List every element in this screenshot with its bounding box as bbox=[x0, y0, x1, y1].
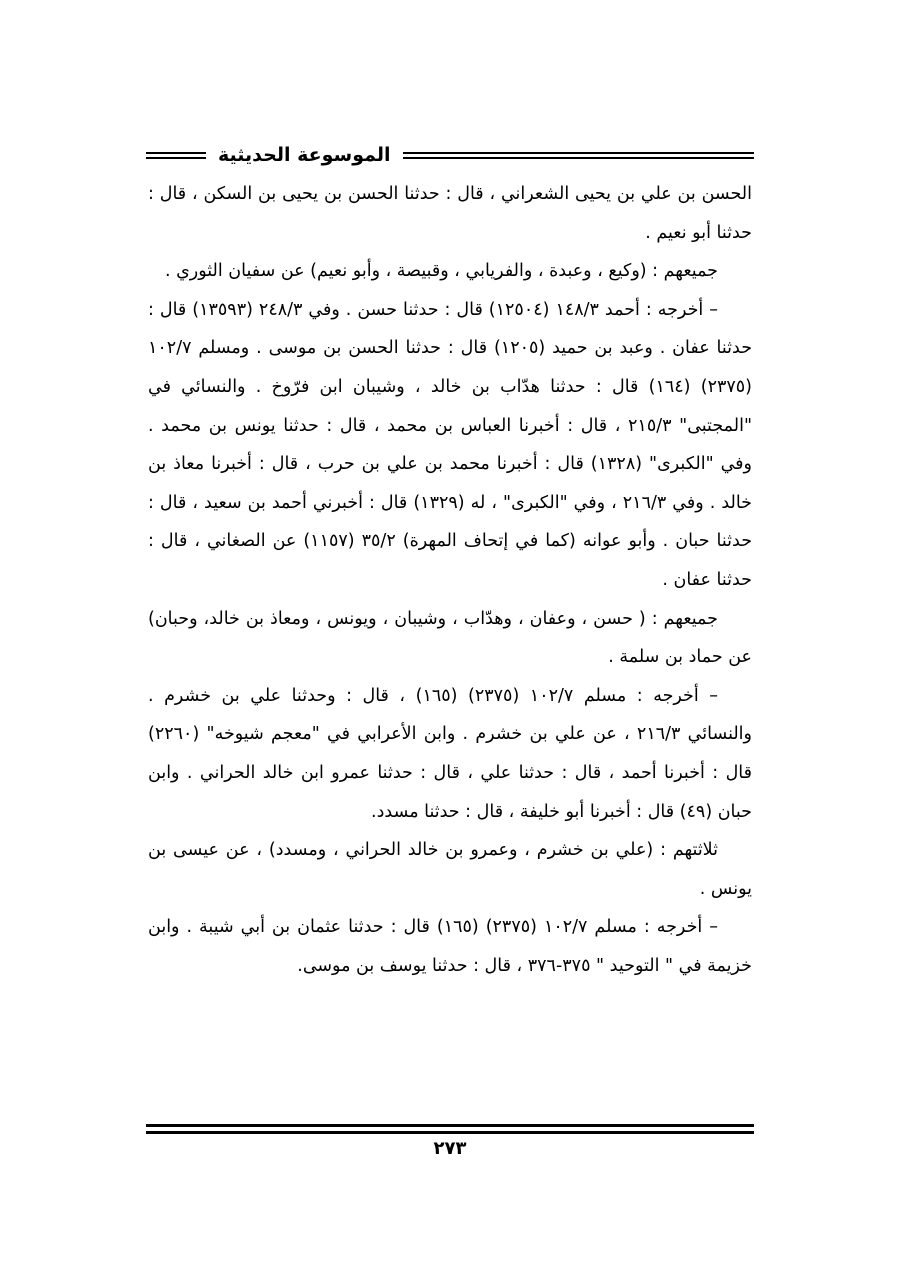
paragraph: جميعهم : (وكيع ، وعبدة ، والفريابي ، وقبيصة ، وأبو نعيم) عن سفيان الثوري . bbox=[164, 261, 718, 282]
page-header bbox=[146, 140, 754, 170]
header-title: الموسوعة الحديثية bbox=[218, 144, 391, 166]
paragraph: – أخرجه : مسلم ١٠٢/٧ (٢٣٧٥) (١٦٥) قال : حدثنا عثمان بن أبي شيبة . وابن خزيمة في " التوحيد " ٣٧٥-٣٧٦ ، قال : حدثنا يوسف بن موسى. bbox=[148, 917, 752, 976]
header-rule-right bbox=[403, 152, 755, 159]
footer-rule bbox=[146, 1124, 754, 1134]
page-body bbox=[148, 175, 752, 985]
paragraph: ثلاثتهم : (علي بن خشرم ، وعمرو بن خالد الحراني ، ومسدد) ، عن عيسى بن يونس . bbox=[148, 840, 752, 899]
page-number: ٢٧٣ bbox=[433, 1138, 467, 1159]
paragraph: – أخرجه : مسلم ١٠٢/٧ (٢٣٧٥) (١٦٥) ، قال : وحدثنا علي بن خشرم . والنسائي ٢١٦/٣ ، عن علي بن خشرم . وابن الأعرابي في "معجم شيوخه" (٢٢٦٠) قال : أخبرنا أحمد ، قال : حدثنا علي ، قال : حدثنا عمرو ابن خالد الحراني . وابن حبان (٤٩) قال : أخبرنا أبو خليفة ، قال : حدثنا مسدد. bbox=[148, 685, 752, 822]
header-rule-left bbox=[146, 152, 206, 159]
paragraph: الحسن بن علي بن يحيى الشعراني ، قال : حدثنا الحسن بن يحيى بن السكن ، قال : حدثنا أبو نعيم . bbox=[148, 184, 752, 243]
paragraph: جميعهم : ( حسن ، وعفان ، وهدّاب ، وشيبان ، ويونس ، ومعاذ بن خالد، وحبان) عن حماد بن سلمة . bbox=[148, 608, 752, 668]
paragraph: – أخرجه : أحمد ١٤٨/٣ (١٢٥٠٤) قال : حدثنا حسن . وفي ٢٤٨/٣ (١٣٥٩٣) قال : حدثنا عفان . وعبد بن حميد (١٢٠٥) قال : حدثنا الحسن بن موسى . ومسلم ١٠٢/٧ (٢٣٧٥) (١٦٤) قال : حدثنا هدّاب بن خالد ، وشيبان ابن فرّوخ . والنسائي في "المجتبى" ٢١٥/٣ ، قال : أخبرنا العباس بن محمد ، قال : حدثنا يونس بن محمد . وفي "الكبرى" (١٣٢٨) قال : أخبرنا محمد بن علي بن حرب ، قال : أخبرنا معاذ بن خالد . وفي ٢١٦/٣ ، وفي "الكبرى" ، له (١٣٢٩) قال : أخبرني أحمد بن سعيد ، قال : حدثنا حبان . وأبو عوانه (كما في إتحاف المهرة) ٣٥/٢ (١١٥٧) عن الصغاني ، قال : حدثنا عفان . bbox=[148, 299, 753, 590]
